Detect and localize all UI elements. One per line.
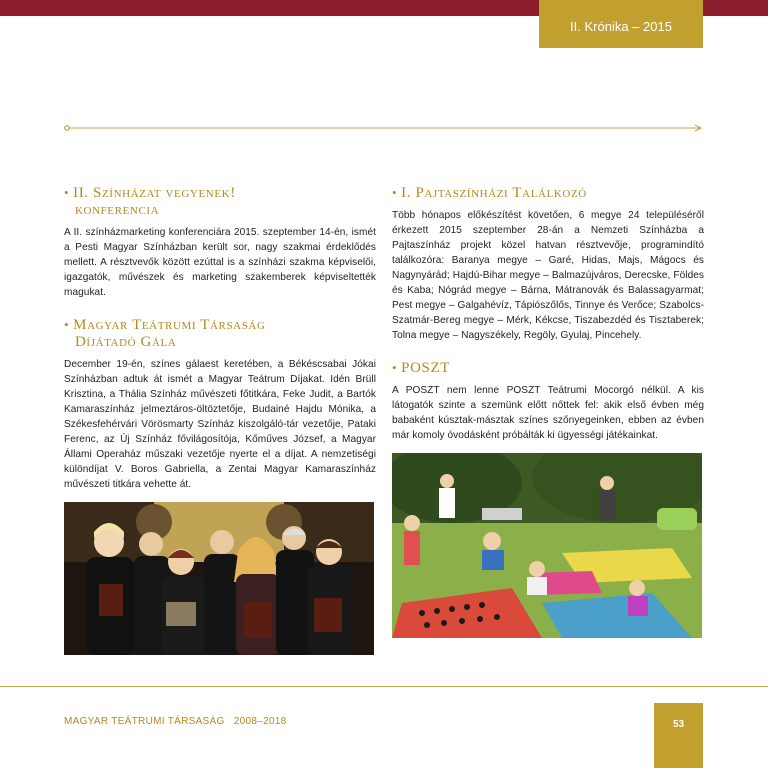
footer-text: MAGYAR TEÁTRUMI TÁRSASÁG 2008–2018 (64, 716, 287, 727)
right-column (392, 180, 704, 638)
chronicle-label: II. Krónika – 2015 (539, 0, 703, 48)
page-number: 53 (654, 703, 703, 768)
bullet-icon: • (64, 185, 70, 200)
conference-text: A II. színházmarketing konferenciára 2015. szeptember 14-én, ismét a Pesti Magyar Színházban került sor, nagy szakmai érdeklődés mellett. A résztvevők között ezúttal is a színházi szakma képviselői, igazgatók, művészek és marketing szakemberek képviseltették magukat. (64, 227, 376, 298)
bullet-icon: • (64, 317, 70, 332)
decorative-rule (64, 124, 704, 132)
children-playground-photo (392, 453, 702, 638)
section-heading-pajtaszinhaz: • I. Pajtaszínházi Találkozó (392, 185, 587, 201)
gala-text: December 19-én, színes gálaest keretében, a Békéscsabai Jókai Színházban adtuk át ismét a Magyar Teátrum Díjakat. Idén Brüll Krisztina, a Thália Színház művészeti főtitkára, Feke Judit, a Bartók Kamaraszínház jelmeztáros-öltöztetője, Budainé Hajdu Mónika, a Székesfehérvári Vörösmarty Színház kiszolgáló-tár vezetője, Pataki Ferenc, az Új Színház fővilágosítója, Kőműves József, a Magyar Állami Operaház műszaki vezetője nyerte el a díjat. A nemzetiségi különdíjat V. Boros Gabriella, a Zentai Magyar Kamaraszínház művészeti titkára vehette át. (64, 359, 376, 490)
pajtaszinhaz-text: Több hónapos előkészítést követően, 6 megye 24 településéről érkezett 2015 szeptember 28-án a Nemzeti Színházba a Pajtaszínház projekt közel hatvan résztvevője, programindító találkozóra: Baranya megye – Garé, Hidas, Majs, Mágocs és Nagynyárád; Hajdú-Bihar megye – Balmazújváros, Derecske, Földes és Kaba; Nógrád megye – Bárna, Mátranovák és Balassagyarmat; Pest megye – Galgahévíz, Tápiószőlős, Tinnye és Verőce; Szabolcs-Szatmár-Bereg megye – Mérk, Kékcse, Tiszabezdéd és Tisztaberek; Tolna megye – Nagyszékely, Regöly, Gyulaj, Pincehely. (392, 210, 704, 341)
bullet-icon: • (392, 360, 398, 375)
section-heading-poszt: • POSZT (392, 360, 450, 376)
poszt-text: A POSZT nem lenne POSZT Teátrumi Mocorgó nélkül. A kis látogatók szinte a szemünk előtt nőttek fel: akik első évben még babaként kúsztak-másztak színes szőnyegeinken, ebben az évben már komoly óvodásként próbálták ki ügyességi játékainkat. (392, 385, 704, 441)
section-heading-conference: • II. Színházat vegyenek! konferencia (64, 185, 236, 218)
bullet-icon: • (392, 185, 398, 200)
left-column (64, 180, 376, 655)
award-ceremony-photo (64, 502, 374, 655)
section-heading-gala: • Magyar Teátrumi Társaság Díjátadó Gála (64, 317, 266, 350)
footer-rule (0, 686, 768, 687)
